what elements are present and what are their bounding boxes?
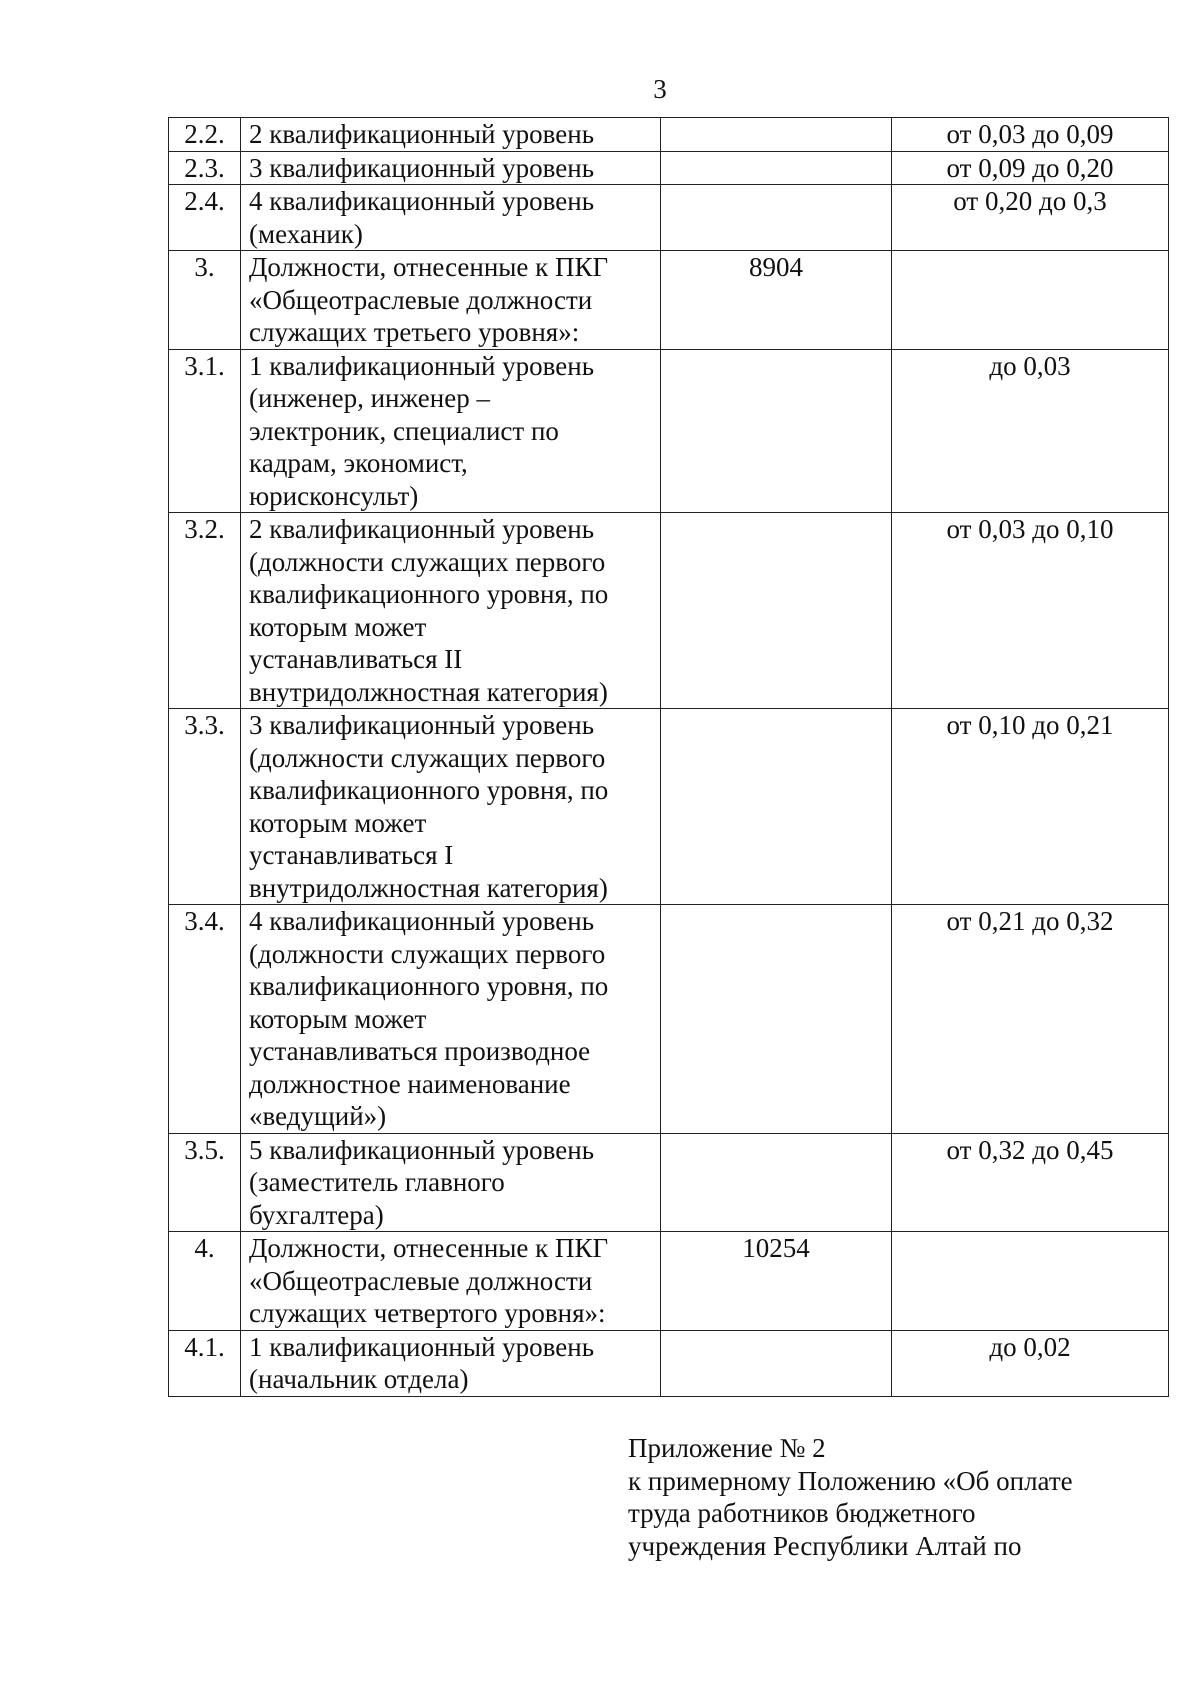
- description-line: «ведущий»): [249, 1101, 387, 1131]
- table-row: [169, 349, 1169, 513]
- description-line: должностное наименование: [249, 1068, 571, 1099]
- coefficient-cell: до 0,02: [892, 1330, 1169, 1396]
- coefficient-cell: от 0,10 до 0,21: [892, 709, 1169, 905]
- coefficient-cell: [892, 251, 1169, 350]
- description-line: 2 квалификационный уровень: [249, 119, 595, 149]
- description-line: 1 квалификационный уровень: [249, 1331, 595, 1362]
- salary-coefficient-table: [168, 117, 1169, 1397]
- coefficient-cell: до 0,03: [892, 349, 1169, 513]
- base-salary-cell: [661, 185, 892, 251]
- position-description: [241, 513, 661, 709]
- description-line: квалификационного уровня, по: [249, 775, 609, 805]
- row-number: 2.2.: [169, 118, 241, 152]
- description-line: 2 квалификационный уровень: [249, 514, 595, 544]
- position-description: [241, 1133, 661, 1232]
- description-line: устанавливаться I: [249, 840, 454, 870]
- table-row: [169, 905, 1169, 1134]
- coefficient-cell: от 0,03 до 0,09: [892, 118, 1169, 152]
- description-line: 5 квалификационный уровень: [249, 1134, 595, 1165]
- table-row: [169, 251, 1169, 350]
- description-line: которым может: [249, 807, 427, 838]
- row-number: 3.5.: [169, 1133, 241, 1232]
- description-line: (начальник отдела): [249, 1364, 469, 1394]
- page-number: 3: [653, 74, 667, 104]
- coefficient-cell: [892, 1232, 1169, 1331]
- base-salary-cell: [661, 1330, 892, 1396]
- table-row: [169, 709, 1169, 905]
- base-salary-cell: [661, 1133, 892, 1232]
- description-line: устанавливаться производное: [249, 1036, 591, 1066]
- table-row: [169, 513, 1169, 709]
- row-number: 3.2.: [169, 513, 241, 709]
- description-line: которым может: [249, 611, 427, 642]
- description-line: устанавливаться II: [249, 644, 463, 674]
- appendix-title: Приложение № 2: [628, 1433, 826, 1463]
- description-line: (должности служащих первого: [249, 742, 606, 773]
- base-salary-cell: [661, 349, 892, 513]
- description-line: служащих четвертого уровня»:: [249, 1298, 606, 1328]
- description-line: бухгалтера): [249, 1199, 384, 1230]
- table-row: [169, 1133, 1169, 1232]
- description-line: Должности, отнесенные к ПКГ: [249, 252, 609, 282]
- description-line: (должности служащих первого: [249, 938, 606, 969]
- description-line: (механик): [249, 218, 363, 249]
- description-line: 4 квалификационный уровень: [249, 906, 595, 936]
- base-salary-cell: [661, 709, 892, 905]
- coefficient-cell: от 0,21 до 0,32: [892, 905, 1169, 1134]
- base-salary-cell: [661, 513, 892, 709]
- coefficient-cell: от 0,09 до 0,20: [892, 151, 1169, 185]
- row-number: 2.4.: [169, 185, 241, 251]
- row-number: 2.3.: [169, 151, 241, 185]
- description-line: служащих третьего уровня»:: [249, 317, 580, 347]
- position-description: [241, 118, 661, 152]
- position-description: [241, 349, 661, 513]
- row-number: 3.: [169, 251, 241, 350]
- description-line: 1 квалификационный уровень: [249, 350, 595, 381]
- table-row: [169, 1330, 1169, 1396]
- base-salary-cell: 10254: [661, 1232, 892, 1331]
- description-line: «Общеотраслевые должности: [249, 1265, 593, 1296]
- base-salary-cell: [661, 118, 892, 152]
- base-salary-cell: [661, 151, 892, 185]
- row-number: 3.1.: [169, 349, 241, 513]
- coefficient-cell: от 0,03 до 0,10: [892, 513, 1169, 709]
- description-line: «Общеотраслевые должности: [249, 284, 593, 315]
- coefficient-cell: от 0,20 до 0,3: [892, 185, 1169, 251]
- table-row: [169, 151, 1169, 185]
- description-line: 4 квалификационный уровень: [249, 186, 595, 216]
- position-description: [241, 1330, 661, 1396]
- description-line: внутридолжностная категория): [249, 872, 608, 903]
- position-description: [241, 185, 661, 251]
- table-row: [169, 1232, 1169, 1331]
- appendix-caption: [628, 1432, 1168, 1562]
- appendix-line: к примерному Положению «Об оплате: [628, 1465, 1073, 1496]
- row-number: 4.1.: [169, 1330, 241, 1396]
- appendix-line: учреждения Республики Алтай по: [628, 1530, 1022, 1561]
- appendix-line: труда работников бюджетного: [628, 1498, 976, 1528]
- description-line: кадрам, экономист,: [249, 448, 468, 478]
- description-line: (заместитель главного: [249, 1167, 505, 1197]
- description-line: Должности, отнесенные к ПКГ: [249, 1233, 609, 1263]
- description-line: 3 квалификационный уровень: [249, 152, 595, 183]
- position-description: [241, 1232, 661, 1331]
- position-description: [241, 905, 661, 1134]
- row-number: 3.3.: [169, 709, 241, 905]
- description-line: юрисконсульт): [249, 480, 419, 511]
- description-line: квалификационного уровня, по: [249, 971, 609, 1001]
- description-line: внутридолжностная категория): [249, 676, 608, 707]
- position-description: [241, 151, 661, 185]
- description-line: квалификационного уровня, по: [249, 579, 609, 609]
- table-row: [169, 118, 1169, 152]
- base-salary-cell: 8904: [661, 251, 892, 350]
- row-number: 4.: [169, 1232, 241, 1331]
- position-description: [241, 709, 661, 905]
- position-description: [241, 251, 661, 350]
- description-line: электроник, специалист по: [249, 415, 559, 446]
- row-number: 3.4.: [169, 905, 241, 1134]
- description-line: которым может: [249, 1003, 427, 1034]
- description-line: 3 квалификационный уровень: [249, 710, 595, 740]
- coefficient-cell: от 0,32 до 0,45: [892, 1133, 1169, 1232]
- description-line: (инженер, инженер –: [249, 383, 490, 413]
- description-line: (должности служащих первого: [249, 546, 606, 577]
- base-salary-cell: [661, 905, 892, 1134]
- table-row: [169, 185, 1169, 251]
